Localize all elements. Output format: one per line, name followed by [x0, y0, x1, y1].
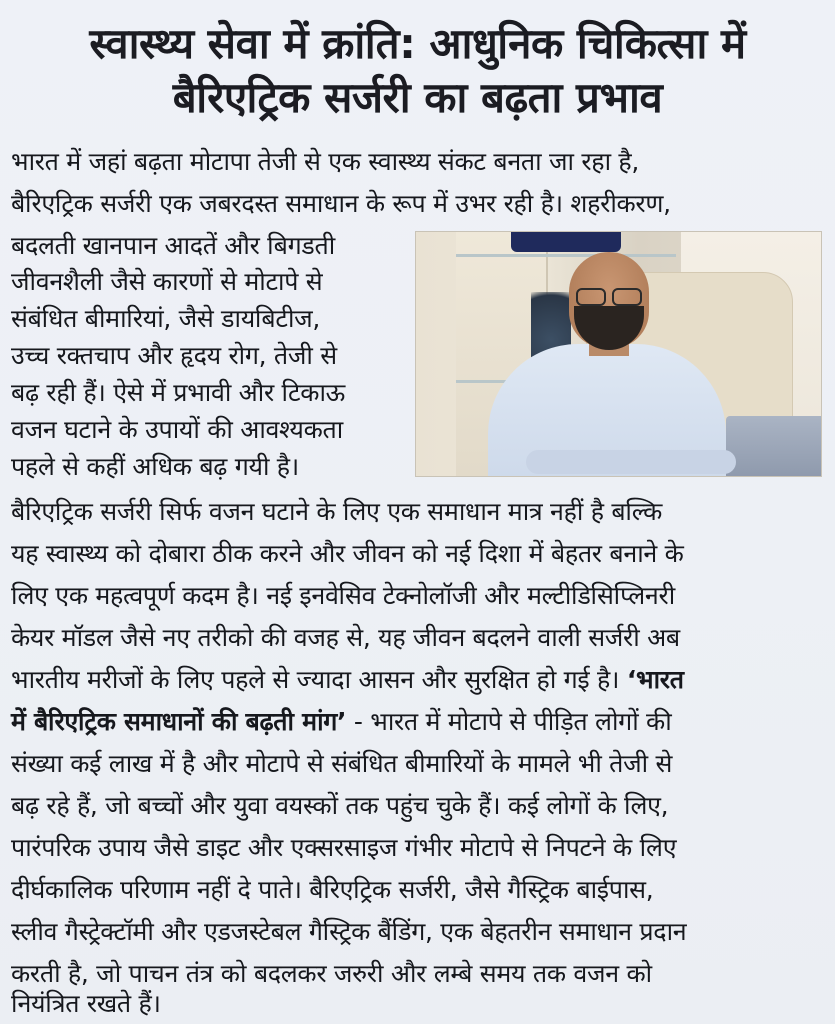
- article-line: पहले से कहीं अधिक बढ़ गयी है।: [11, 452, 299, 481]
- article-line: केयर मॉडल जैसे नए तरीको की वजह से, यह जीवन बदलने वाली सर्जरी अब: [11, 623, 680, 652]
- article-line: पारंपरिक उपाय जैसे डाइट और एक्सरसाइज गंभीर मोटापे से निपटने के लिए: [11, 833, 677, 862]
- article-line: यह स्वास्थ्य को दोबारा ठीक करने और जीवन को नई दिशा में बेहतर बनाने के: [11, 539, 684, 568]
- doctor-portrait-photo: [415, 231, 822, 477]
- article-line-text: भारतीय मरीजों के लिए पहले से ज्यादा आसन और सुरक्षित हो गई है।: [11, 665, 620, 694]
- article-line: वजन घटाने के उपायों की आवश्यकता: [11, 415, 343, 444]
- subhead-line: [11, 706, 671, 738]
- article-line: लिए एक महत्वपूर्ण कदम है। नई इनवेसिव टेक्नोलॉजी और मल्टीडिसिप्लिनरी: [11, 581, 675, 610]
- article-line: भारत में जहां बढ़ता मोटापा तेजी से एक स्वास्थ्य संकट बनता जा रहा है,: [11, 147, 640, 176]
- article-line: बैरिएट्रिक सर्जरी सिर्फ वजन घटाने के लिए एक समाधान मात्र नहीं है बल्कि: [11, 497, 662, 526]
- article-line: जीवनशैली जैसे कारणों से मोटापे से: [11, 267, 323, 296]
- article-line: दीर्घकालिक परिणाम नहीं दे पाते। बैरिएट्रिक सर्जरी, जैसे गैस्ट्रिक बाईपास,: [11, 875, 654, 904]
- article-line: बदलती खानपान आदतें और बिगडती: [11, 231, 335, 260]
- article-line: बैरिएट्रिक सर्जरी एक जबरदस्त समाधान के रूप में उभर रही है। शहरीकरण,: [11, 189, 671, 218]
- article-line-text: - भारत में मोटापे से पीड़ित लोगों की: [353, 707, 672, 736]
- article-line: संबंधित बीमारियां, जैसे डायबिटीज,: [11, 304, 321, 333]
- article-line: उच्च रक्तचाप और हृदय रोग, तेजी से: [11, 341, 337, 370]
- headline-line-1: स्वास्थ्य सेवा में क्रांति: आधुनिक चिकित्सा में: [89, 19, 746, 68]
- article-line-with-subhead: [11, 664, 684, 696]
- article-line: बढ़ रही हैं। ऐसे में प्रभावी और टिकाऊ: [11, 378, 346, 407]
- article-line: बढ़ रहे हैं, जो बच्चों और युवा वयस्कों तक पहुंच चुके हैं। कई लोगों के लिए,: [11, 791, 669, 820]
- headline-line-2: बैरिएट्रिक सर्जरी का बढ़ता प्रभाव: [172, 73, 663, 122]
- article-line: संख्या कई लाख में है और मोटापे से संबंधित बीमारियों के मामले भी तेजी से: [11, 749, 673, 778]
- article-line: करती है, जो पाचन तंत्र को बदलकर जरुरी और लम्बे समय तक वजन को: [11, 959, 652, 988]
- article-line: नियंत्रित रखते हैं।: [11, 989, 161, 1018]
- article-line: स्लीव गैस्ट्रेक्टॉमी और एडजस्टेबल गैस्ट्रिक बैंडिंग, एक बेहतरीन समाधान प्रदान: [11, 917, 687, 946]
- subhead-start: ‘भारत: [626, 665, 684, 694]
- subhead-text: में बैरिएट्रिक समाधानों की बढ़ती मांग’: [11, 707, 347, 736]
